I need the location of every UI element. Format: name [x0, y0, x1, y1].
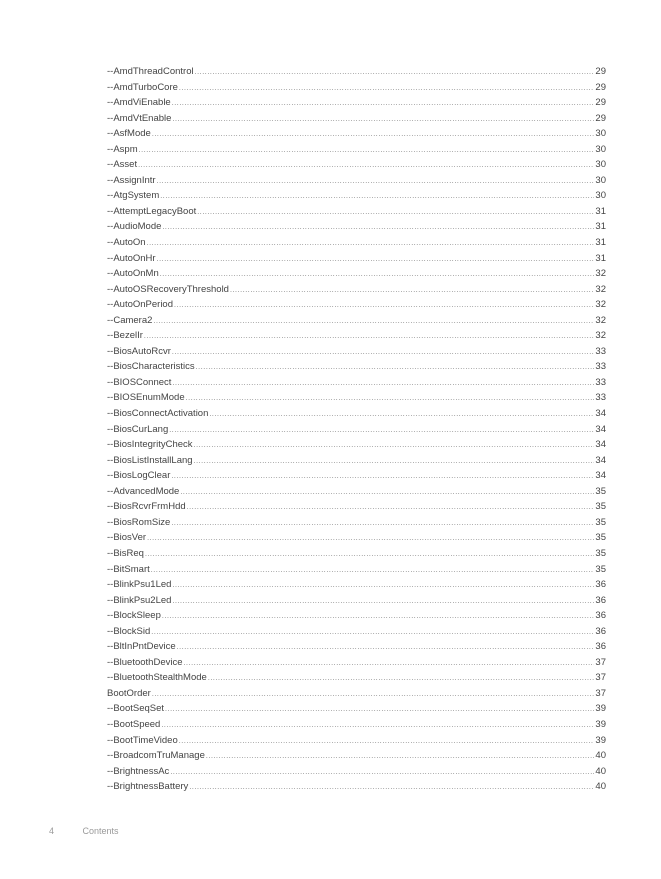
toc-entry[interactable]: [107, 453, 606, 469]
toc-entry-page-number: 40: [595, 750, 606, 762]
toc-entry-page-number: 31: [595, 252, 606, 264]
toc-entry[interactable]: [107, 266, 606, 282]
toc-entry-label: --BiosVer: [107, 532, 147, 544]
toc-entry-page-number: 34: [595, 439, 606, 451]
toc-dot-leader: [160, 189, 594, 205]
toc-dot-leader: [209, 407, 594, 423]
toc-entry-page-number: 30: [595, 174, 606, 186]
toc-entry[interactable]: [107, 313, 606, 329]
toc-entry-page-number: 35: [595, 547, 606, 559]
toc-entry-label: --BootSeqSet: [107, 703, 165, 715]
toc-dot-leader: [171, 516, 594, 532]
toc-entry[interactable]: [107, 499, 606, 515]
toc-entry-page-number: 33: [595, 392, 606, 404]
toc-entry-label: --BluetoothStealthMode: [107, 672, 207, 684]
toc-dot-leader: [147, 531, 594, 547]
toc-entry-label: --BiosConnectActivation: [107, 408, 209, 420]
toc-entry-label: --BiosRomSize: [107, 516, 171, 528]
toc-dot-leader: [153, 314, 594, 330]
toc-entry[interactable]: [107, 406, 606, 422]
toc-entry[interactable]: [107, 717, 606, 733]
toc-entry-label: --AmdViEnable: [107, 97, 171, 109]
toc-entry-label: BootOrder: [107, 687, 151, 699]
toc-entry-label: --BrightnessBattery: [107, 781, 189, 793]
toc-entry-label: --AutoOnHr: [107, 252, 156, 264]
toc-entry-page-number: 37: [595, 672, 606, 684]
toc-dot-leader: [139, 143, 595, 159]
toc-entry-page-number: 29: [595, 81, 606, 93]
toc-entry-page-number: 34: [595, 454, 606, 466]
toc-entry-page-number: 35: [595, 563, 606, 575]
toc-dot-leader: [138, 158, 594, 174]
toc-entry[interactable]: [107, 157, 606, 173]
toc-dot-leader: [194, 438, 595, 454]
toc-dot-leader: [177, 640, 595, 656]
toc-entry[interactable]: [107, 639, 606, 655]
toc-dot-leader: [180, 485, 594, 501]
toc-entry-page-number: 31: [595, 221, 606, 233]
toc-entry-label: --BootSpeed: [107, 718, 161, 730]
toc-entry-label: --AmdVtEnable: [107, 112, 172, 124]
toc-entry-page-number: 39: [595, 734, 606, 746]
toc-entry-page-number: 35: [595, 485, 606, 497]
toc-entry[interactable]: [107, 655, 606, 671]
toc-dot-leader: [172, 112, 594, 128]
toc-entry[interactable]: [107, 515, 606, 531]
toc-entry-label: --AttemptLegacyBoot: [107, 205, 197, 217]
toc-entry-label: --BrightnessAc: [107, 765, 170, 777]
toc-entry[interactable]: [107, 484, 606, 500]
page-footer: [49, 826, 119, 836]
toc-entry[interactable]: [107, 748, 606, 764]
toc-dot-leader: [152, 127, 595, 143]
toc-entry-page-number: 36: [595, 610, 606, 622]
toc-dot-leader: [170, 765, 594, 781]
toc-entry-label: --BltInPntDevice: [107, 641, 176, 653]
toc-entry-page-number: 39: [595, 718, 606, 730]
toc-entry-page-number: 40: [595, 765, 606, 777]
toc-entry-label: --BisReq: [107, 547, 144, 559]
toc-entry-page-number: 35: [595, 532, 606, 544]
toc-entry-page-number: 34: [595, 408, 606, 420]
toc-entry[interactable]: [107, 608, 606, 624]
toc-entry-label: --BezelIr: [107, 330, 143, 342]
toc-entry[interactable]: [107, 530, 606, 546]
toc-entry-page-number: 29: [595, 66, 606, 77]
footer-section-title: Contents: [82, 826, 119, 836]
toc-entry-label: --BitSmart: [107, 563, 150, 575]
toc-dot-leader: [189, 780, 594, 796]
toc-entry-label: --BlockSid: [107, 625, 151, 637]
toc-dot-leader: [152, 687, 595, 703]
toc-entry[interactable]: [107, 235, 606, 251]
toc-entry[interactable]: [107, 437, 606, 453]
toc-entry[interactable]: [107, 219, 606, 235]
toc-dot-leader: [194, 454, 595, 470]
toc-entry-label: --AmdTurboCore: [107, 81, 178, 93]
toc-dot-leader: [161, 718, 594, 734]
toc-entry-page-number: 32: [595, 330, 606, 342]
toc-entry-page-number: 32: [595, 283, 606, 295]
toc-dot-leader: [172, 96, 595, 112]
toc-entry-label: --BiosAutoRcvr: [107, 345, 171, 357]
footer-page-number: 4: [49, 826, 55, 836]
toc-entry-page-number: 35: [595, 516, 606, 528]
toc-entry-label: --AtgSystem: [107, 190, 160, 202]
toc-entry[interactable]: [107, 142, 606, 158]
toc-entry-label: --BiosCurLang: [107, 423, 169, 435]
toc-dot-leader: [184, 656, 595, 672]
toc-entry-page-number: 31: [595, 237, 606, 249]
toc-entry[interactable]: [107, 188, 606, 204]
toc-entry-page-number: 36: [595, 594, 606, 606]
toc-dot-leader: [172, 376, 594, 392]
toc-dot-leader: [197, 205, 594, 221]
toc-dot-leader: [172, 578, 594, 594]
toc-entry-label: --Aspm: [107, 143, 138, 155]
toc-entry[interactable]: [107, 701, 606, 717]
toc-entry[interactable]: [107, 173, 606, 189]
toc-entry-page-number: 32: [595, 314, 606, 326]
toc-entry-page-number: 29: [595, 112, 606, 124]
toc-entry[interactable]: [107, 733, 606, 749]
toc-entry[interactable]: [107, 251, 606, 267]
toc-entry-label: --BroadcomTruManage: [107, 750, 205, 762]
toc-dot-leader: [172, 594, 594, 610]
toc-entry[interactable]: [107, 764, 606, 780]
toc-dot-leader: [165, 702, 594, 718]
toc-entry[interactable]: [107, 390, 606, 406]
toc-entry[interactable]: [107, 204, 606, 220]
toc-entry-page-number: 40: [595, 781, 606, 793]
toc-entry[interactable]: [107, 297, 606, 313]
toc-dot-leader: [172, 345, 595, 361]
toc-dot-leader: [157, 174, 595, 190]
toc-entry-label: --AutoOnPeriod: [107, 299, 174, 311]
toc-entry-label: --AsfMode: [107, 128, 151, 140]
toc-entry-page-number: 33: [595, 361, 606, 373]
toc-dot-leader: [171, 469, 594, 485]
toc-entry-label: --BIOSEnumMode: [107, 392, 185, 404]
toc-dot-leader: [230, 283, 594, 299]
toc-entry[interactable]: [107, 686, 606, 702]
toc-entry-page-number: 39: [595, 703, 606, 715]
toc-entry-label: --AudioMode: [107, 221, 162, 233]
toc-dot-leader: [208, 671, 595, 687]
toc-entry-page-number: 35: [595, 501, 606, 513]
toc-dot-leader: [162, 220, 594, 236]
toc-entry[interactable]: [107, 546, 606, 562]
toc-entry-page-number: 32: [595, 299, 606, 311]
table-of-contents: [107, 64, 606, 795]
toc-entry-page-number: 30: [595, 190, 606, 202]
toc-entry-page-number: 31: [595, 205, 606, 217]
toc-entry-label: --BIOSConnect: [107, 376, 172, 388]
toc-dot-leader: [145, 547, 594, 563]
toc-dot-leader: [196, 360, 595, 376]
toc-entry[interactable]: [107, 375, 606, 391]
toc-entry[interactable]: [107, 111, 606, 127]
toc-entry-page-number: 30: [595, 159, 606, 171]
toc-entry[interactable]: [107, 359, 606, 375]
toc-entry-page-number: 37: [595, 687, 606, 699]
toc-dot-leader: [186, 391, 595, 407]
toc-entry-label: --AutoOnMn: [107, 268, 159, 280]
toc-dot-leader: [147, 236, 595, 252]
toc-entry[interactable]: [107, 344, 606, 360]
toc-entry-page-number: 30: [595, 143, 606, 155]
toc-entry-label: --AssignIntr: [107, 174, 156, 186]
toc-entry-page-number: 33: [595, 345, 606, 357]
toc-entry-page-number: 37: [595, 656, 606, 668]
toc-entry-page-number: 36: [595, 641, 606, 653]
toc-entry-page-number: 30: [595, 128, 606, 140]
toc-entry-label: --AmdThreadControl: [107, 66, 194, 77]
toc-entry-label: --BlockSleep: [107, 610, 161, 622]
toc-entry-page-number: 29: [595, 97, 606, 109]
toc-entry-page-number: 36: [595, 625, 606, 637]
toc-dot-leader: [160, 267, 595, 283]
toc-entry[interactable]: [107, 422, 606, 438]
toc-entry-label: --BiosListInstallLang: [107, 454, 193, 466]
toc-entry-page-number: 33: [595, 376, 606, 388]
toc-entry-label: --BlinkPsu2Led: [107, 594, 172, 606]
toc-entry[interactable]: [107, 282, 606, 298]
toc-dot-leader: [151, 563, 595, 579]
toc-entry[interactable]: [107, 670, 606, 686]
toc-dot-leader: [187, 500, 595, 516]
toc-entry[interactable]: [107, 562, 606, 578]
toc-dot-leader: [174, 298, 594, 314]
toc-entry-page-number: 34: [595, 423, 606, 435]
toc-entry-page-number: 36: [595, 579, 606, 591]
toc-entry[interactable]: [107, 64, 606, 80]
toc-entry-label: --Camera2: [107, 314, 153, 326]
toc-dot-leader: [157, 252, 595, 268]
toc-entry-label: --AutoOSRecoveryThreshold: [107, 283, 229, 295]
toc-entry-label: --BlinkPsu1Led: [107, 579, 172, 591]
toc-entry-page-number: 34: [595, 470, 606, 482]
toc-entry-label: --AutoOn: [107, 237, 146, 249]
toc-dot-leader: [179, 81, 595, 97]
toc-entry[interactable]: [107, 779, 606, 795]
toc-dot-leader: [179, 734, 595, 750]
toc-entry[interactable]: [107, 80, 606, 96]
toc-entry-label: --BluetoothDevice: [107, 656, 183, 668]
toc-entry-label: --AdvancedMode: [107, 485, 180, 497]
toc-dot-leader: [169, 423, 594, 439]
toc-entry[interactable]: [107, 328, 606, 344]
toc-entry-label: --BiosCharacteristics: [107, 361, 195, 373]
toc-entry[interactable]: [107, 593, 606, 609]
toc-dot-leader: [195, 65, 595, 81]
toc-entry-label: --BiosIntegrityCheck: [107, 439, 193, 451]
toc-dot-leader: [151, 625, 594, 641]
toc-entry-page-number: 32: [595, 268, 606, 280]
toc-dot-leader: [162, 609, 595, 625]
toc-entry[interactable]: [107, 624, 606, 640]
toc-entry-label: --BootTimeVideo: [107, 734, 178, 746]
toc-entry-label: --BiosRcvrFrmHdd: [107, 501, 186, 513]
toc-entry[interactable]: [107, 95, 606, 111]
toc-entry[interactable]: [107, 126, 606, 142]
toc-entry[interactable]: [107, 577, 606, 593]
toc-dot-leader: [206, 749, 595, 765]
toc-dot-leader: [144, 329, 595, 345]
toc-entry-label: --Asset: [107, 159, 138, 171]
toc-entry[interactable]: [107, 468, 606, 484]
toc-entry-label: --BiosLogClear: [107, 470, 171, 482]
